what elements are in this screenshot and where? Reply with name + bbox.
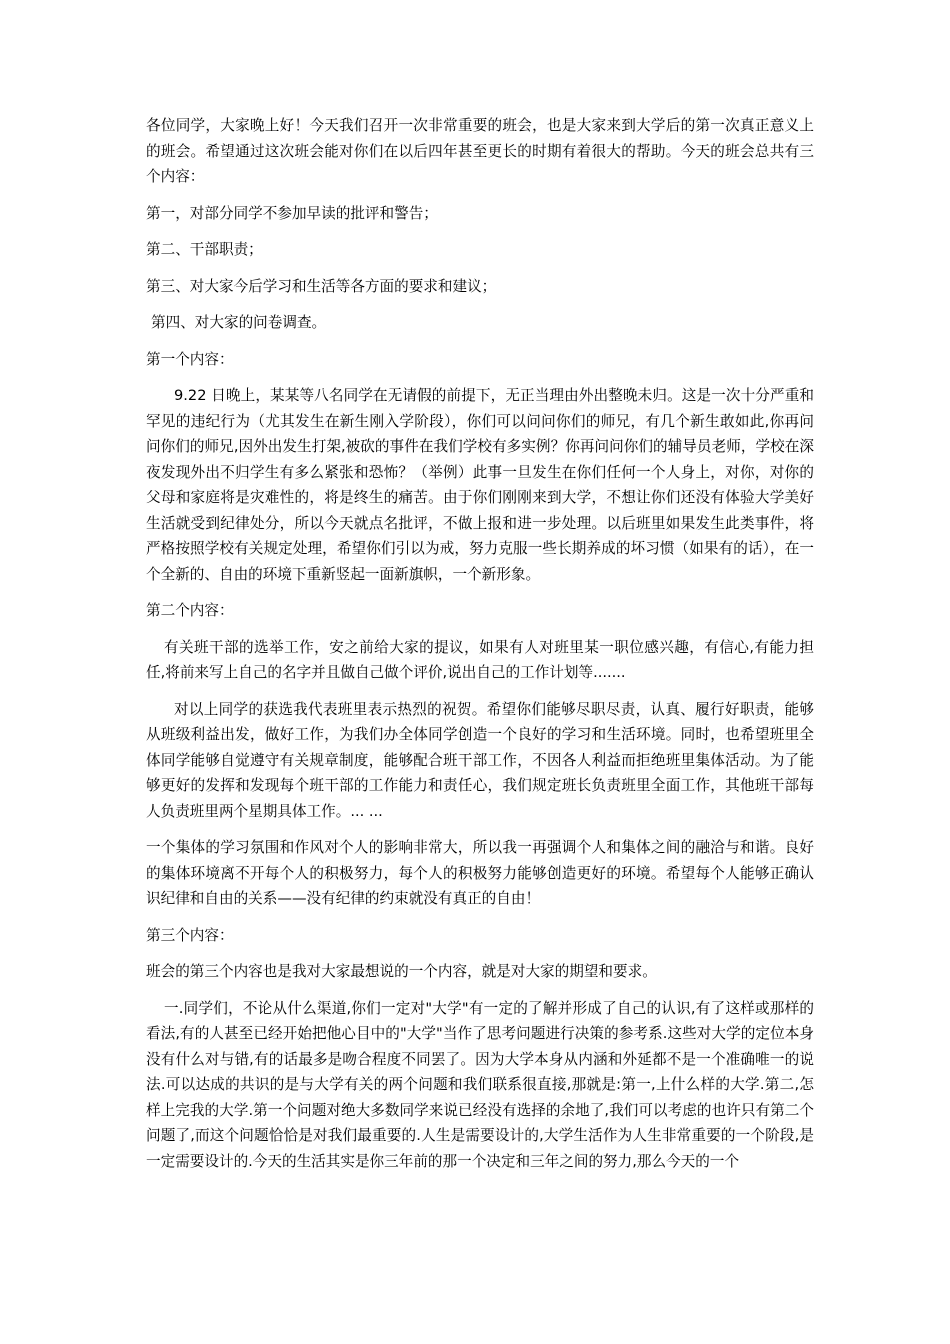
- section-1-body: 9.22 日晚上，某某等八名同学在无请假的前提下，无正当理由外出整晚未归。这是一次十分严重和罕见的违纪行为（尤其发生在新生刚入学阶段），你们可以问问你们的师兄，有几个新生敢如此,你再问问你们的师兄,因外出发生打架,被砍的事件在我们学校有多实例？你再问问你们的辅导员老师，学校在深夜发现外出不归学生有多么紧张和恐怖？（举例）此事一旦发生在你们任何一个人身上，对你，对你的父母和家庭将是灾难性的，将是终生的痛苦。由于你们刚刚来到大学，不想让你们还没有体验大学美好生活就受到纪律处分，所以今天就点名批评，不做上报和进一步处理。以后班里如果发生此类事件，将严格按照学校有关规定处理，希望你们引以为戒，努力克服一些长期养成的坏习惯（如果有的话），在一个全新的、自由的环境下重新竖起一面新旗帜，一个新形象。: [146, 387, 814, 583]
- intro-paragraph: 各位同学，大家晚上好！今天我们召开一次非常重要的班会，也是大家来到大学后的第一次真正意义上的班会。希望通过这次班会能对你们在以后四年甚至更长的时期有着很大的帮助。今天的班会总共有三个内容：: [146, 117, 814, 185]
- section-2-heading: 第二个内容：: [146, 602, 234, 619]
- section-3-paragraph-2: 一.同学们，不论从什么渠道,你们一定对"大学"有一定的了解并形成了自己的认识,有了这样或那样的看法,有的人甚至已经开始把他心目中的"大学"当作了思考问题进行决策的参考系.这些对大学的定位本身没有什么对与错,有的话最多是吻合程度不同罢了。因为大学本身从内涵和外延都不是一个准确唯一的说法.可以达成的共识的是与大学有关的两个问题和我们联系很直接,那就是:第一,上什么样的大学.第二,怎样上完我的大学.第一个问题对绝大多数同学来说已经没有选择的余地了,我们可以考虑的也许只有第二个问题了,而这个问题恰恰是对我们最重要的.人生是需要设计的,大学生活作为人生非常重要的一个阶段,是一定需要设计的.今天的生活其实是你三年前的那一个决定和三年之间的努力,那么今天的一个: [146, 999, 814, 1170]
- agenda-item-4: 第四、对大家的问卷调查。: [151, 314, 327, 331]
- agenda-item-1: 第一，对部分同学不参加早读的批评和警告；: [146, 204, 438, 222]
- section-3-heading: 第三个内容：: [146, 926, 234, 944]
- agenda-item-2: 第二、干部职责；: [146, 241, 263, 258]
- agenda-item-3: 第三、对大家今后学习和生活等各方面的要求和建议；: [146, 277, 497, 295]
- section-2-paragraph-3: 一个集体的学习氛围和作风对个人的影响非常大，所以我一再强调个人和集体之间的融洽与和谐。良好的集体环境离不开每个人的积极努力，每个人的积极努力能够创造更好的环境。希望每个人能够正确认识纪律和自由的关系——没有纪律的约束就没有真正的自由！: [146, 839, 814, 907]
- section-3-paragraph-1: 班会的第三个内容也是我对大家最想说的一个内容，就是对大家的期望和要求。: [146, 963, 657, 980]
- section-1-heading: 第一个内容：: [146, 350, 234, 368]
- section-2-paragraph-1: 有关班干部的选举工作，安之前给大家的提议，如果有人对班里某一职位感兴趣，有信心,有能力担任,将前来写上自己的名字并且做自己做个评价,说出自己的工作计划等.......: [146, 638, 814, 681]
- document-body: [146, 113, 814, 1185]
- section-2-paragraph-2: 对以上同学的获选我代表班里表示热烈的祝贺。希望你们能够尽职尽责，认真、履行好职责，能够从班级利益出发，做好工作，为我们办全体同学创造一个良好的学习和生活环境。同时，也希望班里全体同学能够自觉遵守有关规章制度，能够配合班干部工作，不因各人利益而拒绝班里集体活动。为了能够更好的发挥和发现每个班干部的工作能力和责任心，我们规定班长负责班里全面工作，其他班干部每人负责班里两个星期具体工作。... ...: [146, 700, 814, 820]
